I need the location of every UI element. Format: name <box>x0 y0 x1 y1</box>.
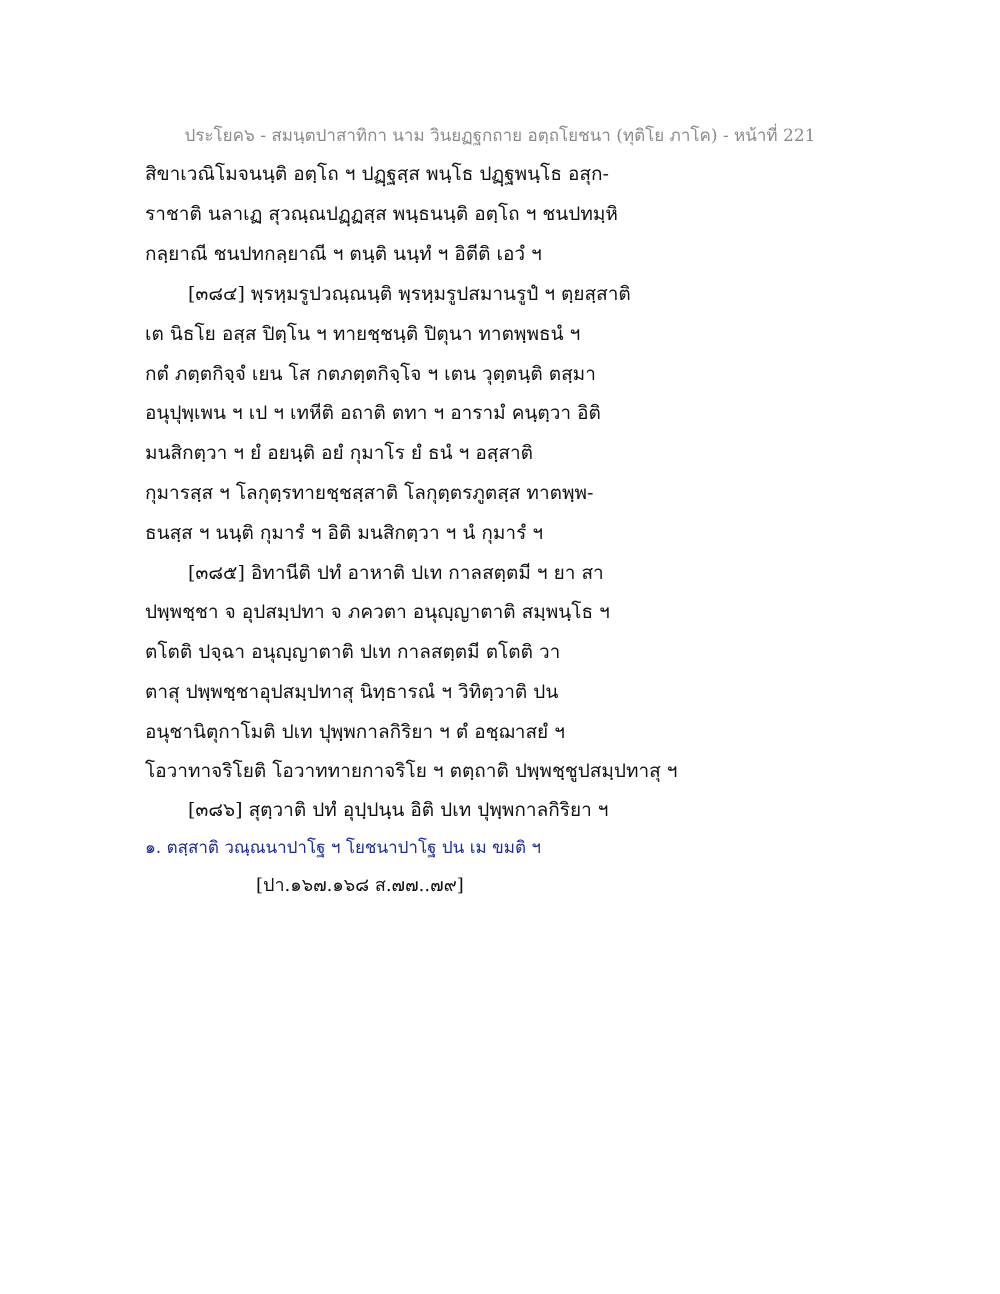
body-line-6: กตํ ภตฺตกิจฺจํ เยน โส กตภตฺตกิจฺโจ ฯ เตน วุตฺตนฺติ ตสฺมา <box>145 363 596 385</box>
body-line-16: โอวาทาจริโยติ โอวาททายกาจริโย ฯ ตตฺถาติ ปพฺพชฺชูปสมฺปทาสุ ฯ <box>145 760 678 782</box>
body-line-2: ราชาติ นลาเฏ สุวณฺณปฏฺฏสฺส พนฺธนนฺติ อตฺโถ ฯ ชนปทมฺหิ <box>145 203 618 225</box>
body-line-4: [๓๘๔] พฺรหฺมรูปวณฺณนฺติ พฺรหฺมรูปสมานรูปํ ฯ ตฺยสฺสาติ <box>188 283 631 305</box>
body-line-17: [๓๘๖] สุตฺวาติ ปทํ อุปฺปนฺน อิติ ปเท ปุพฺพกาลกิริยา ฯ <box>188 799 609 821</box>
body-line-3: กลฺยาณี ชนปทกลฺยาณี ฯ ตนฺติ นนฺทํ ฯ อิตีติ เอวํ ฯ <box>145 243 542 265</box>
body-line-15: อนุชานิตุกาโมติ ปเท ปุพฺพกาลกิริยา ฯ ตํ อชฺฌาสยํ ฯ <box>145 721 565 743</box>
body-line-1: สิขาเวณิโมจนนฺติ อตฺโถ ฯ ปฏฺฐสฺส พนฺโธ ปฏฺฐพนฺโธ อสุก- <box>145 163 609 185</box>
footnote: ๑. ตสฺสาติ วณฺณนาปาโฐ ฯ โยชนาปาโฐ ปน เม ขมติ ฯ <box>145 838 541 858</box>
body-line-11: [๓๘๕] อิทานีติ ปทํ อาหาติ ปเท กาลสตฺตมี ฯ ยา สา <box>188 562 604 584</box>
body-line-8: มนสิกตฺวา ฯ ยํ อยนฺติ อยํ กุมาโร ยํ ธนํ ฯ อสฺสาติ <box>145 442 533 464</box>
page-header: ประโยค๖ - สมนฺตปาสาทิกา นาม วินยฏฐกถาย อตฺถโยชนา (ทุติโย ภาโค) - หน้าที่ 221 <box>184 126 816 146</box>
page-reference: [ปา.๑๖๗.๑๖๘ ส.๗๗..๗๙] <box>256 875 464 896</box>
body-line-13: ตโตติ ปจฺฉา อนุญฺญาตาติ ปเท กาลสตฺตมี ตโตติ วา <box>145 641 561 663</box>
body-line-12: ปพฺพชฺชา จ อุปสมฺปทา จ ภควตา อนุญฺญาตาติ สมฺพนฺโธ ฯ <box>145 601 610 623</box>
body-line-7: อนุปุพฺเพน ฯ เป ฯ เทหีติ อถาติ ตทา ฯ อารามํ คนฺตฺวา อิติ <box>145 402 601 424</box>
body-line-14: ตาสุ ปพฺพชฺชาอุปสมฺปทาสุ นิทฺธารณํ ฯ วิทิตฺวาติ ปน <box>145 681 559 703</box>
body-line-9: กุมารสฺส ฯ โลกุตฺรทายชฺชสฺสาติ โลกุตฺตรภูตสฺส ทาตพฺพ- <box>145 482 594 504</box>
body-line-5: เต นิธโย อสฺส ปิตฺโน ฯ ทายชฺชนฺติ ปิตุนา ทาตพฺพธนํ ฯ <box>145 323 581 345</box>
body-line-10: ธนสฺส ฯ นนฺติ กุมารํ ฯ อิติ มนสิกตฺวา ฯ นํ กุมารํ ฯ <box>145 522 543 544</box>
